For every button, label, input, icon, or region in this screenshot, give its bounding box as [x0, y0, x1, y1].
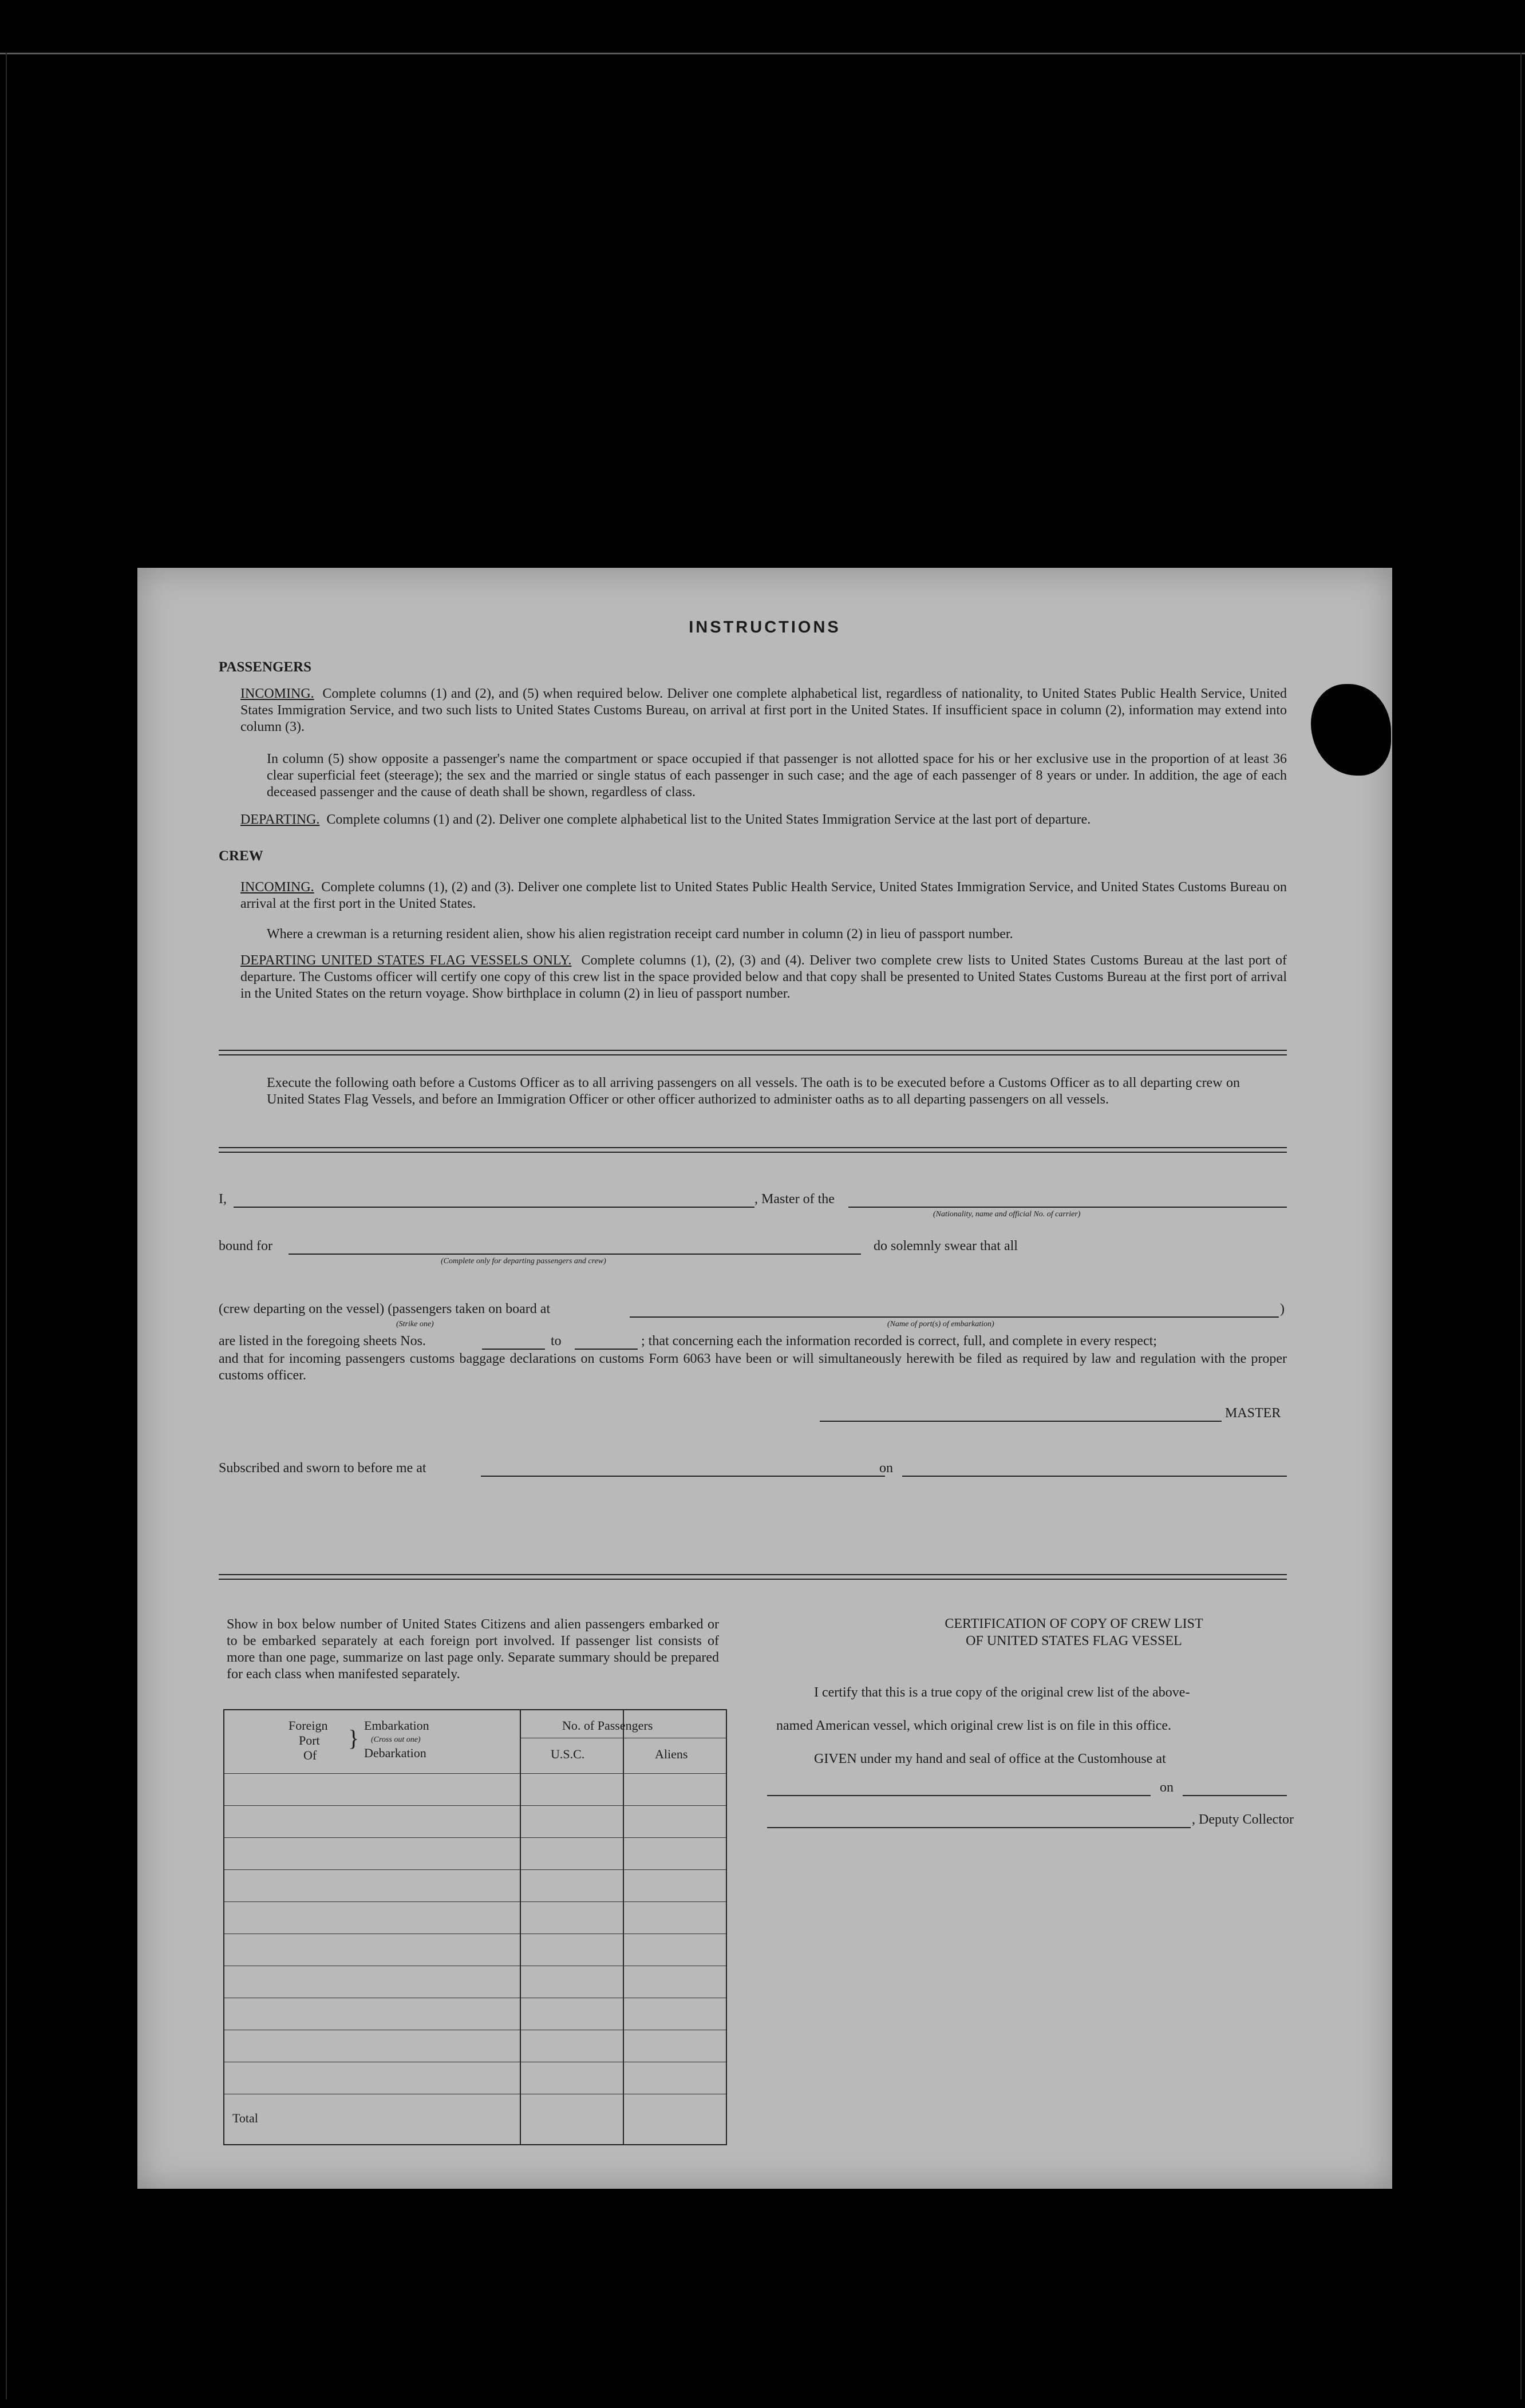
bound-for-field[interactable]: [289, 1254, 861, 1255]
sworn-place-field[interactable]: [481, 1476, 885, 1477]
sheet-to-field[interactable]: [575, 1349, 638, 1350]
col-debarkation: Debarkation: [364, 1746, 426, 1760]
crew-departing-text: (crew departing on the vessel) (passengers taken on board at: [219, 1302, 551, 1316]
concerning-text: ; that concerning each the information recorded is correct, full, and complete in every respect;: [641, 1334, 1157, 1349]
passengers-column5: In column (5) show opposite a passenger's name the compartment or space occupied if that passenger is not allotted space for his or her exclusive use in the proportion of at least 36 clear superficial feet (steerage); the sex and the married or single status of each passenger in such case; and the age of each passenger of 8 years or under. In addition, the age of each deceased passenger and the cause of death shall be shown, regardless of class.: [267, 752, 1287, 800]
passengers-incoming: [240, 686, 1287, 736]
oath-instruction: Execute the following oath before a Customs Officer as to all arriving passengers on all vessels. The oath is to be executed before a Customs Officer as to all departing crew on United States Flag Vessels, and before an Immigration Officer or other officer authorized to administer oaths as to all departing passengers on all vessels.: [267, 1076, 1240, 1107]
carrier-field[interactable]: [848, 1207, 1287, 1208]
col-aliens: Aliens: [655, 1747, 688, 1761]
master-label: MASTER: [1225, 1406, 1281, 1421]
master-signature-field[interactable]: [820, 1421, 1222, 1422]
form-page: [137, 568, 1392, 2189]
brace: }: [348, 1725, 359, 1751]
customhouse-field[interactable]: [767, 1795, 1151, 1796]
crew-incoming-label: INCOMING.: [240, 880, 314, 895]
col-usc: U.S.C.: [551, 1747, 585, 1761]
passengers-incoming-label: INCOMING.: [240, 686, 314, 701]
oath-i-label: I,: [219, 1192, 227, 1207]
on-label: on: [879, 1461, 893, 1476]
subscribed-label: Subscribed and sworn to before me at: [219, 1461, 426, 1476]
total-label: Total: [232, 2111, 258, 2125]
strike-one-hint: (Strike one): [396, 1320, 434, 1328]
close-paren: ): [1280, 1302, 1285, 1316]
certification-heading-2: OF UNITED STATES FLAG VESSEL: [966, 1634, 1182, 1648]
col-port: Port: [299, 1733, 320, 1747]
crew-departing-label: DEPARTING UNITED STATES FLAG VESSELS ONLY.: [240, 953, 572, 968]
passengers-departing: [240, 812, 1287, 828]
divider: [219, 1574, 1287, 1580]
crew-incoming: [240, 879, 1287, 912]
sheet-from-field[interactable]: [482, 1349, 545, 1350]
deputy-collector-label: , Deputy Collector: [1192, 1812, 1294, 1827]
crew-resident: Where a crewman is a returning resident alien, show his alien registration receipt card number in column (2) in lieu of passport number.: [267, 927, 1013, 942]
bound-for-label: bound for: [219, 1239, 272, 1254]
certification-line-1: I certify that this is a true copy of the original crew list of the above-: [814, 1685, 1190, 1700]
crew-incoming-text: Complete columns (1), (2) and (3). Deliver one complete list to United States Public Health Service, United States Immigration Service, and United States Customs Bureau on arrival at the first port in the United States.: [240, 880, 1287, 911]
master-name-field[interactable]: [234, 1207, 754, 1208]
to-label: to: [551, 1334, 562, 1349]
crew-departing-text: Complete columns (1), (2), (3) and (4). Deliver two complete crew lists to United States Customs Bureau at the last port of departure. The Customs officer will certify one copy of this crew list in the space provided below and that copy shall be presented to United States Customs Bureau at the first port of arrival in the United States on the return voyage. Show birthplace in column (2) in lieu of passport number.: [240, 953, 1287, 1001]
oath-master-of: , Master of the: [754, 1192, 835, 1207]
col-foreign: Foreign: [289, 1718, 328, 1733]
crew-heading: CREW: [219, 848, 263, 864]
listed-in-label: are listed in the foregoing sheets Nos.: [219, 1334, 426, 1349]
departing-hint: (Complete only for departing passengers and crew): [441, 1257, 606, 1266]
ports-hint: (Name of port(s) of embarkation): [887, 1320, 994, 1328]
divider: [219, 1147, 1287, 1153]
embarkation-ports-field[interactable]: [630, 1316, 1279, 1318]
certification-heading-1: CERTIFICATION OF COPY OF CREW LIST: [945, 1616, 1203, 1631]
certification-date-field[interactable]: [1183, 1795, 1287, 1796]
sworn-date-field[interactable]: [902, 1476, 1287, 1477]
form-title: INSTRUCTIONS: [689, 618, 841, 636]
baggage-text: and that for incoming passengers customs baggage declarations on customs Form 6063 have been or will simultaneously herewith be filed as required by law and regulation with the proper customs officer.: [219, 1351, 1287, 1383]
swear-text: do solemnly swear that all: [874, 1239, 1018, 1254]
passengers-incoming-text: Complete columns (1) and (2), and (5) when required below. Deliver one complete alphabetical list, regardless of nationality, to United States Public Health Service, United States Immigration Service, and two such lists to United States Customs Bureau, on arrival at first port in the United States. If insufficient space in column (2), information may extend into column (3).: [240, 686, 1287, 734]
summary-instruction: Show in box below number of United States Citizens and alien passengers embarked or to be embarked separately at each foreign port involved. If passenger list consists of more than one page, summarize on last page only. Separate summary should be prepared for each class when manifested separately.: [227, 1617, 719, 1682]
passenger-summary-table: [223, 1709, 727, 2145]
col-cross-out: (Cross out one): [371, 1735, 421, 1744]
passengers-departing-label: DEPARTING.: [240, 812, 320, 827]
col-embarkation: Embarkation: [364, 1718, 429, 1733]
certification-line-2: named American vessel, which original crew list is on file in this office.: [776, 1718, 1172, 1733]
divider: [219, 1050, 1287, 1055]
nationality-hint: (Nationality, name and official No. of carrier): [933, 1210, 1081, 1219]
passengers-departing-text: Complete columns (1) and (2). Deliver one complete alphabetical list to the United States Immigration Service at the last port of departure.: [326, 812, 1091, 827]
crew-departing: [240, 952, 1287, 1002]
col-no-passengers: No. of Passengers: [562, 1718, 653, 1733]
passengers-heading: PASSENGERS: [219, 659, 312, 675]
certification-on: on: [1160, 1780, 1174, 1795]
certification-line-3: GIVEN under my hand and seal of office at the Customhouse at: [814, 1751, 1166, 1766]
col-of: Of: [303, 1748, 317, 1762]
deputy-collector-field[interactable]: [767, 1827, 1191, 1828]
